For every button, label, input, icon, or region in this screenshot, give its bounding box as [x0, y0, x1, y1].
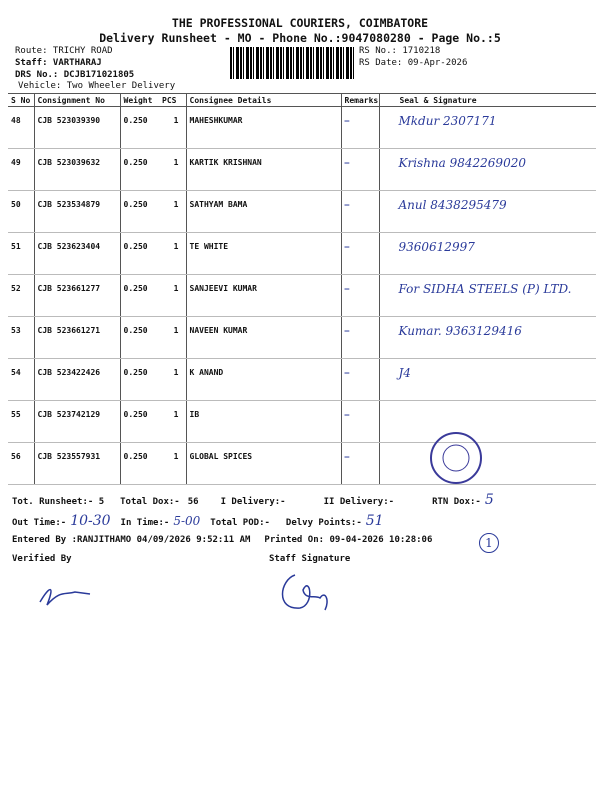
- remarks: [341, 191, 379, 233]
- table-row: [8, 233, 596, 275]
- staff-signature-label: Staff Signature: [269, 554, 351, 564]
- table-row: [8, 275, 596, 317]
- out-time-value: 10-30: [70, 513, 111, 529]
- weight-value: 0.250: [123, 158, 148, 167]
- weight-value: 0.250: [123, 200, 148, 209]
- consignment-value: CJB 523039390: [37, 116, 101, 125]
- i-delivery: I Delivery:-: [220, 497, 286, 507]
- consignment-table: [8, 93, 596, 485]
- pcs-value: 1: [173, 200, 179, 209]
- remarks-mark: —: [344, 452, 350, 461]
- col-weight-pcs: [120, 94, 186, 107]
- signature-text: 9360612997: [398, 240, 475, 254]
- col-remarks: Remarks: [341, 94, 379, 107]
- weight-pcs: [120, 443, 186, 485]
- sno: [8, 317, 34, 359]
- vehicle: Vehicle: Two Wheeler Delivery: [18, 81, 176, 91]
- consignment-value: CJB 523534879: [37, 200, 101, 209]
- weight-pcs: [120, 401, 186, 443]
- weight-value: 0.250: [123, 368, 148, 377]
- col-pcs: PCS: [162, 95, 177, 105]
- remarks-mark: —: [344, 410, 350, 419]
- consignment-no: [34, 443, 120, 485]
- total-pod: Total POD:-: [210, 518, 270, 528]
- consignee-value: SANJEEVI KUMAR: [189, 284, 257, 293]
- weight-pcs: [120, 359, 186, 401]
- seal-signature: [379, 275, 596, 317]
- footer-row-totals: [12, 492, 592, 508]
- sno-value: 53: [11, 326, 21, 335]
- sno-value: 55: [11, 410, 21, 419]
- consignee-details: [186, 401, 341, 443]
- seal-signature: [379, 107, 596, 149]
- remarks: [341, 275, 379, 317]
- weight-pcs: [120, 233, 186, 275]
- signature-text: J4: [398, 366, 411, 380]
- total-dox-value: 56: [187, 497, 199, 507]
- remarks: [341, 317, 379, 359]
- seal-signature: [379, 191, 596, 233]
- remarks-mark: —: [344, 200, 350, 209]
- route: Route: TRICHY ROAD: [15, 46, 113, 56]
- consignment-no: [34, 317, 120, 359]
- consignee-value: KARTIK KRISHNAN: [189, 158, 262, 167]
- consignment-value: CJB 523557931: [37, 452, 101, 461]
- sno-value: 54: [11, 368, 21, 377]
- company-title: THE PROFESSIONAL COURIERS, COIMBATORE: [171, 16, 429, 30]
- delvy-points-value: 51: [365, 513, 384, 529]
- verifier-signature: [35, 580, 95, 610]
- sno: [8, 275, 34, 317]
- table-row: [8, 191, 596, 233]
- consignment-value: CJB 523661271: [37, 326, 101, 335]
- delvy-points: Delvy Points:-: [285, 518, 362, 528]
- table-row: [8, 317, 596, 359]
- consignee-value: IB: [189, 410, 200, 419]
- sno-value: 56: [11, 452, 21, 461]
- consignee-details: [186, 275, 341, 317]
- table-row: [8, 359, 596, 401]
- consignee-details: [186, 317, 341, 359]
- weight-value: 0.250: [123, 116, 148, 125]
- weight-value: 0.250: [123, 410, 148, 419]
- seal-signature: [379, 359, 596, 401]
- sno: [8, 149, 34, 191]
- drs-no: DRS No.: DCJB171021805: [15, 70, 135, 80]
- sno: [8, 359, 34, 401]
- consignee-value: K ANAND: [189, 368, 224, 377]
- staff: Staff: VARTHARAJ: [15, 58, 102, 68]
- ii-delivery: II Delivery:-: [323, 497, 395, 507]
- weight-value: 0.250: [123, 242, 148, 251]
- consignee-details: [186, 359, 341, 401]
- consignment-no: [34, 107, 120, 149]
- col-sno: S No: [8, 94, 34, 107]
- remarks-mark: —: [344, 116, 350, 125]
- consignee-details: [186, 149, 341, 191]
- consignee-details: [186, 191, 341, 233]
- sno-value: 51: [11, 242, 21, 251]
- total-dox: Total Dox:-: [120, 497, 180, 507]
- consignment-no: [34, 233, 120, 275]
- seal-signature: [379, 149, 596, 191]
- out-time: Out Time:-: [12, 518, 67, 528]
- sno-value: 48: [11, 116, 21, 125]
- remarks-mark: —: [344, 242, 350, 251]
- circled-number: 1: [479, 533, 499, 553]
- seal-signature: [379, 317, 596, 359]
- consignee-value: GLOBAL SPICES: [189, 452, 253, 461]
- rs-date: RS Date: 09-Apr-2026: [359, 58, 468, 68]
- sno: [8, 401, 34, 443]
- consignee-details: [186, 107, 341, 149]
- sno-value: 49: [11, 158, 21, 167]
- table-row: [8, 443, 596, 485]
- consignee-value: TE WHITE: [189, 242, 229, 251]
- printed-on: Printed On: 09-04-2026 10:28:06: [264, 535, 433, 545]
- sno: [8, 191, 34, 233]
- weight-pcs: [120, 191, 186, 233]
- table-row: [8, 107, 596, 149]
- sno: [8, 443, 34, 485]
- weight-value: 0.250: [123, 452, 148, 461]
- rtn-dox: RTN Dox:-: [432, 497, 481, 507]
- tot-runsheet: Tot. Runsheet:- 5: [12, 497, 105, 507]
- consignment-value: CJB 523422426: [37, 368, 101, 377]
- col-consignment: Consignment No: [34, 94, 120, 107]
- remarks: [341, 401, 379, 443]
- signature-text: Mkdur 2307171: [398, 114, 497, 128]
- consignment-no: [34, 359, 120, 401]
- consignee-value: SATHYAM BAMA: [189, 200, 248, 209]
- table-row: [8, 401, 596, 443]
- sno: [8, 107, 34, 149]
- runsheet-subtitle: Delivery Runsheet - MO - Phone No.:9047080280 - Page No.:5: [99, 31, 501, 45]
- remarks: [341, 107, 379, 149]
- rs-no: RS No.: 1710218: [359, 46, 441, 56]
- remarks-mark: —: [344, 326, 350, 335]
- pcs-value: 1: [173, 326, 179, 335]
- consignment-no: [34, 191, 120, 233]
- in-time-value: 5-00: [173, 514, 201, 528]
- remarks-mark: —: [344, 284, 350, 293]
- weight-value: 0.250: [123, 326, 148, 335]
- signature-text: Anul 8438295479: [398, 198, 507, 212]
- verified-by: Verified By: [12, 554, 72, 564]
- signature-text: For SIDHA STEELS (P) LTD.: [398, 282, 572, 296]
- footer-row-times: [12, 513, 592, 529]
- consignment-value: CJB 523039632: [37, 158, 101, 167]
- consignment-no: [34, 401, 120, 443]
- pcs-value: 1: [173, 242, 179, 251]
- consignment-no: [34, 275, 120, 317]
- seal-signature: [379, 233, 596, 275]
- weight-pcs: [120, 107, 186, 149]
- remarks: [341, 443, 379, 485]
- entered-by: Entered By :RANJITHAMO 04/09/2026 9:52:11 AM: [12, 535, 251, 545]
- consignment-no: [34, 149, 120, 191]
- consignee-value: NAVEEN KUMAR: [189, 326, 248, 335]
- pcs-value: 1: [173, 158, 179, 167]
- in-time: In Time:-: [120, 518, 170, 528]
- pcs-value: 1: [173, 368, 179, 377]
- consignment-value: CJB 523661277: [37, 284, 101, 293]
- consignee-value: MAHESHKUMAR: [189, 116, 243, 125]
- signature-text: Krishna 9842269020: [398, 156, 526, 170]
- staff-signature: [275, 570, 345, 615]
- col-consignee: Consignee Details: [186, 94, 341, 107]
- remarks: [341, 359, 379, 401]
- weight-pcs: [120, 275, 186, 317]
- col-weight: Weight: [123, 95, 153, 105]
- sno: [8, 233, 34, 275]
- weight-pcs: [120, 317, 186, 359]
- table-row: [8, 149, 596, 191]
- pcs-value: 1: [173, 452, 179, 461]
- consignee-details: [186, 233, 341, 275]
- col-seal: Seal & Signature: [379, 94, 596, 107]
- consignee-details: [186, 443, 341, 485]
- remarks: [341, 233, 379, 275]
- sno-value: 50: [11, 200, 21, 209]
- remarks-mark: —: [344, 368, 350, 377]
- pcs-value: 1: [173, 116, 179, 125]
- weight-pcs: [120, 149, 186, 191]
- company-seal: [418, 430, 498, 486]
- pcs-value: 1: [173, 284, 179, 293]
- consignment-value: CJB 523742129: [37, 410, 101, 419]
- signature-text: Kumar. 9363129416: [398, 324, 522, 338]
- barcode: [230, 47, 356, 79]
- pcs-value: 1: [173, 410, 179, 419]
- footer-row-entry: [12, 535, 592, 545]
- remarks-mark: —: [344, 158, 350, 167]
- consignment-value: CJB 523623404: [37, 242, 101, 251]
- sno-value: 52: [11, 284, 21, 293]
- remarks: [341, 149, 379, 191]
- weight-value: 0.250: [123, 284, 148, 293]
- rtn-dox-value: 5: [484, 492, 494, 508]
